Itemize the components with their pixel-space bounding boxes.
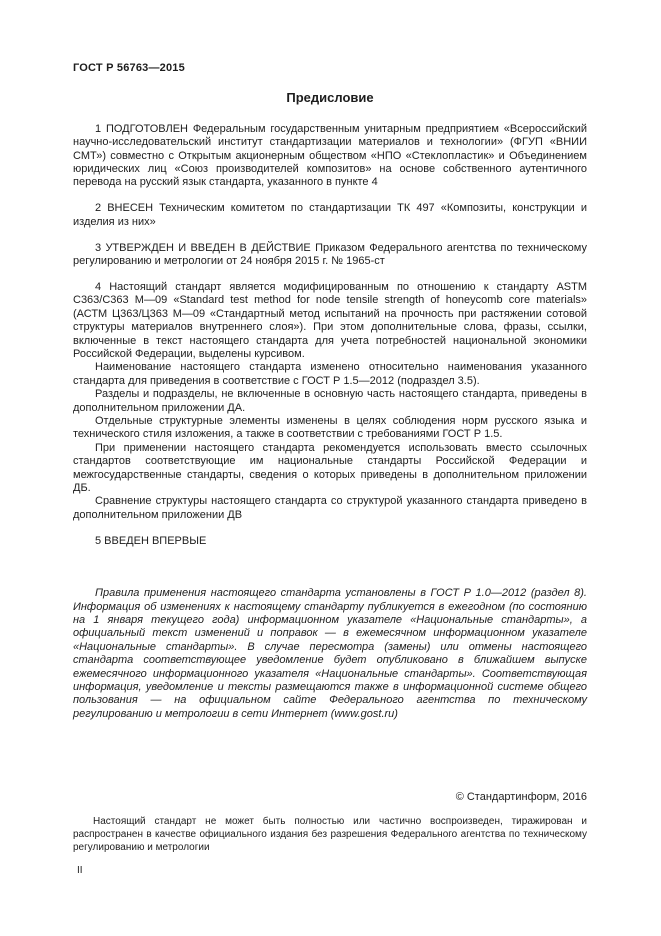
page-title: Предисловие [286,90,374,106]
page-number: II [77,864,83,876]
foreword-item-1: 1 ПОДГОТОВЛЕН Федеральным государственным унитарным предприятием «Всероссийский научно-исследовательский институт стандартизации материалов и технологии» (ФГУП «ВНИИ СМТ») совместно с Открытым акционерным обществом «НПО «Стеклопластик» и Объединением юридических лиц «Союз производителей композитов» на основе собственного аутентичного перевода на русский язык стандарта, указанного в пункте 4 [73,122,587,189]
foreword-item-3: 3 УТВЕРЖДЕН И ВВЕДЕН В ДЕЙСТВИЕ Приказом Федерального агентства по техническому регулированию и метрологии от 24 ноября 2015 г. № 1965-ст [73,241,587,268]
foreword-item-4-sub-4: При применении настоящего стандарта рекомендуется использовать вместо ссылочных стандартов соответствующие им национальные стандарты Российской Федерации и межгосударственные стандарты, сведения о которых приведены в дополнительном приложении ДБ. [73,441,587,495]
foreword-item-2: 2 ВНЕСЕН Техническим комитетом по стандартизации ТК 497 «Композиты, конструкции и изделия из них» [73,202,587,228]
foreword-item-4: 4 Настоящий стандарт является модифицированным по отношению к стандарту ASTM C363/C363 М—09 «Standard test method for node tensile strength of honeycomb core materials» (АСТМ Ц363/Ц363 М—09 «Стандартный метод испытаний на прочность при растяжении сотовой структуры материалов внутреннего слоя»). При этом дополнительные слова, фразы, ссылки, включенные в текст настоящего стандарта для учета потребностей национальной экономики Российской Федерации, выделены курсивом. [73,280,587,360]
foreword-item-4-sub-1: Наименование настоящего стандарта изменено относительно наименования указанного стандарта для приведения в соответствие с ГОСТ Р 1.5—2012 (подраздел 3.5). [73,361,587,387]
copyright-line: © Стандартинформ, 2016 [455,791,587,804]
application-rules-note: Правила применения настоящего стандарта установлены в ГОСТ Р 1.0—2012 (раздел 8). Информация об изменениях к настоящему стандарту публикуется в ежегодном (по состоянию на 1 января текущего года) информационном указателе «Национальные стандарты», а официальный текст изменений и поправок — в ежемесячном информационном указателе «Национальные стандарты». В случае пересмотра (замены) или отмены настоящего стандарта соответствующее уведомление будет опубликовано в ближайшем выпуске ежемесячного информационного указателя «Национальные стандарты». Соответствующая информация, уведомление и тексты размещаются также в информационной системе общего пользования — на официальном сайте Федерального агентства по техническому регулированию и метрологии в сети Интернет (www.gost.ru) [73,587,587,720]
foreword-item-4-sub-5: Сравнение структуры настоящего стандарта со структурой указанного стандарта приведено в дополнительном приложении ДВ [73,495,587,521]
foreword-item-4-sub-3: Отдельные структурные элементы изменены в целях соблюдения норм русского языка и технического стиля изложения, а также в соответствии с требованиями ГОСТ Р 1.5. [73,415,587,441]
foreword-item-4-sub-2: Разделы и подразделы, не включенные в основную часть настоящего стандарта, приведены в дополнительном приложении ДА. [73,388,587,414]
doc-code: ГОСТ Р 56763—2015 [73,62,185,74]
reproduction-restriction-note: Настоящий стандарт не может быть полностью или частично воспроизведен, тиражирован и распространен в качестве официального издания без разрешения Федерального агентства по техническому регулированию и метрологии [73,815,587,853]
foreword-item-5: 5 ВВЕДЕН ВПЕРВЫЕ [95,534,207,547]
